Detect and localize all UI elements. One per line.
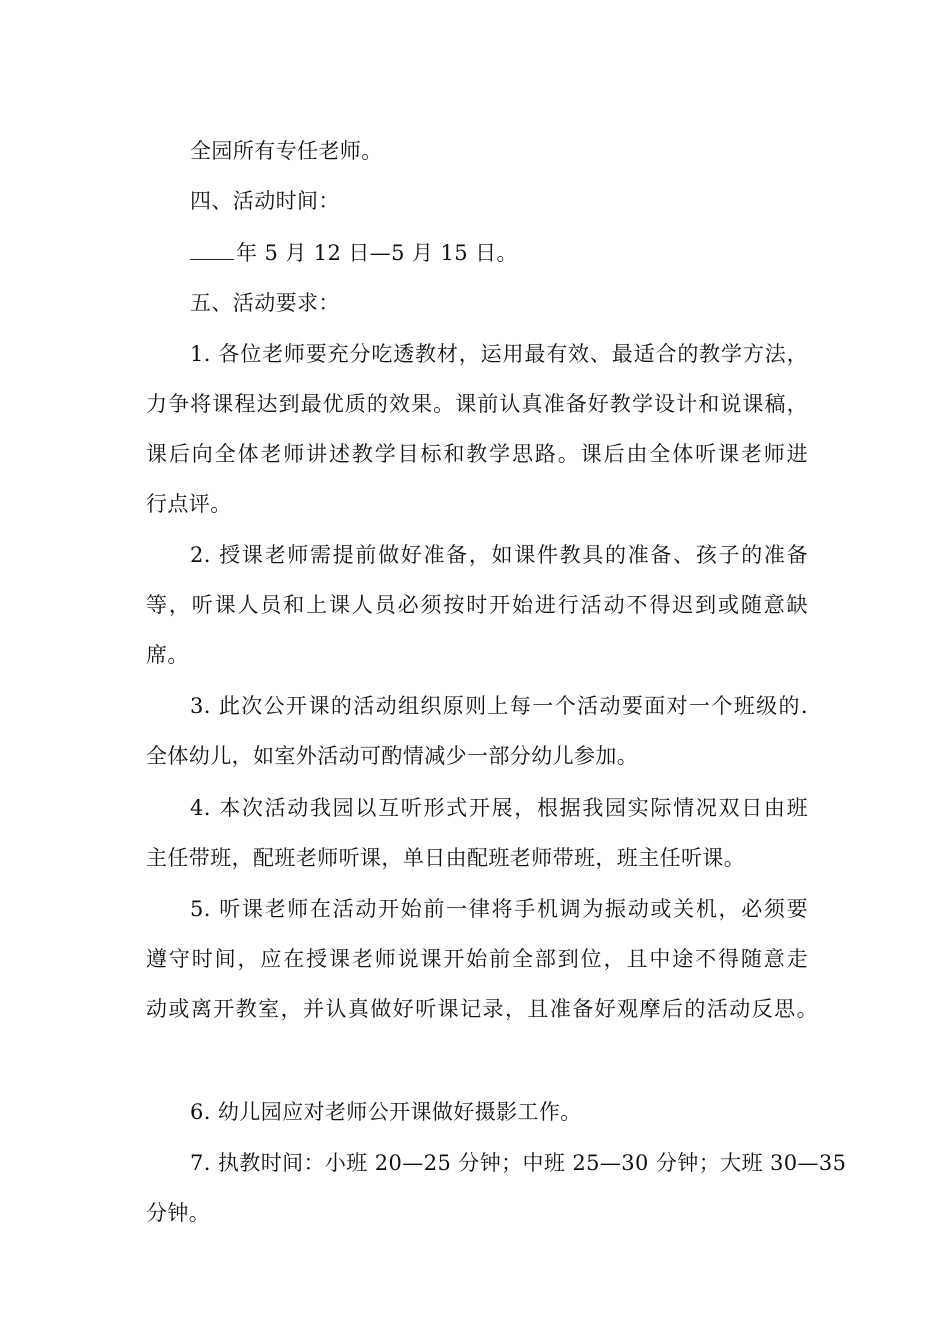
date-range-text: 年 5 月 12 日—5 月 15 日。 — [236, 241, 518, 265]
text-line: 主任带班，配班老师听课，单日由配班老师带班，班主任听课。 — [146, 846, 746, 870]
text-line: 等，听课人员和上课人员必须按时开始进行活动不得迟到或随意缺 — [146, 593, 808, 617]
text-line: 遵守时间，应在授课老师说课开始前全部到位，且中途不得随意走 — [146, 947, 808, 971]
fill-in-blank — [190, 239, 234, 260]
text-line: 3. 此次公开课的活动组织原则上每一个活动要面对一个班级的. — [190, 694, 808, 718]
text-line: 行点评。 — [146, 492, 232, 516]
text-line: 6. 幼儿园应对老师公开课做好摄影工作。 — [190, 1100, 582, 1124]
text-line: 全园所有专任老师。 — [190, 139, 383, 163]
section-heading: 五、活动要求： — [190, 291, 340, 315]
text-line: 4. 本次活动我园以互听形式开展，根据我园实际情况双日由班 — [190, 796, 808, 820]
text-line: 5. 听课老师在活动开始前一律将手机调为振动或关机，必须要 — [190, 897, 808, 921]
text-line: 全体幼儿，如室外活动可酌情减少一部分幼儿参加。 — [146, 744, 639, 768]
text-line: 1. 各位老师要充分吃透教材，运用最有效、最适合的教学方法， — [190, 342, 808, 366]
text-line: 分钟。 — [146, 1201, 211, 1225]
text-line: 2. 授课老师需提前做好准备，如课件教具的准备、孩子的准备 — [190, 543, 808, 567]
text-line: 7. 执教时间：小班 20—25 分钟；中班 25—30 分钟；大班 30—35 — [190, 1151, 847, 1175]
text-line: 席。 — [146, 643, 189, 667]
section-heading: 四、活动时间： — [190, 189, 340, 213]
text-line: 课后向全体老师讲述教学目标和教学思路。课后由全体听课老师进 — [146, 442, 808, 466]
text-line: 动或离开教室，并认真做好听课记录，且准备好观摩后的活动反思。 — [146, 997, 818, 1021]
text-line: 力争将课程达到最优质的效果。课前认真准备好教学设计和说课稿， — [146, 392, 808, 416]
text-line — [190, 239, 518, 267]
